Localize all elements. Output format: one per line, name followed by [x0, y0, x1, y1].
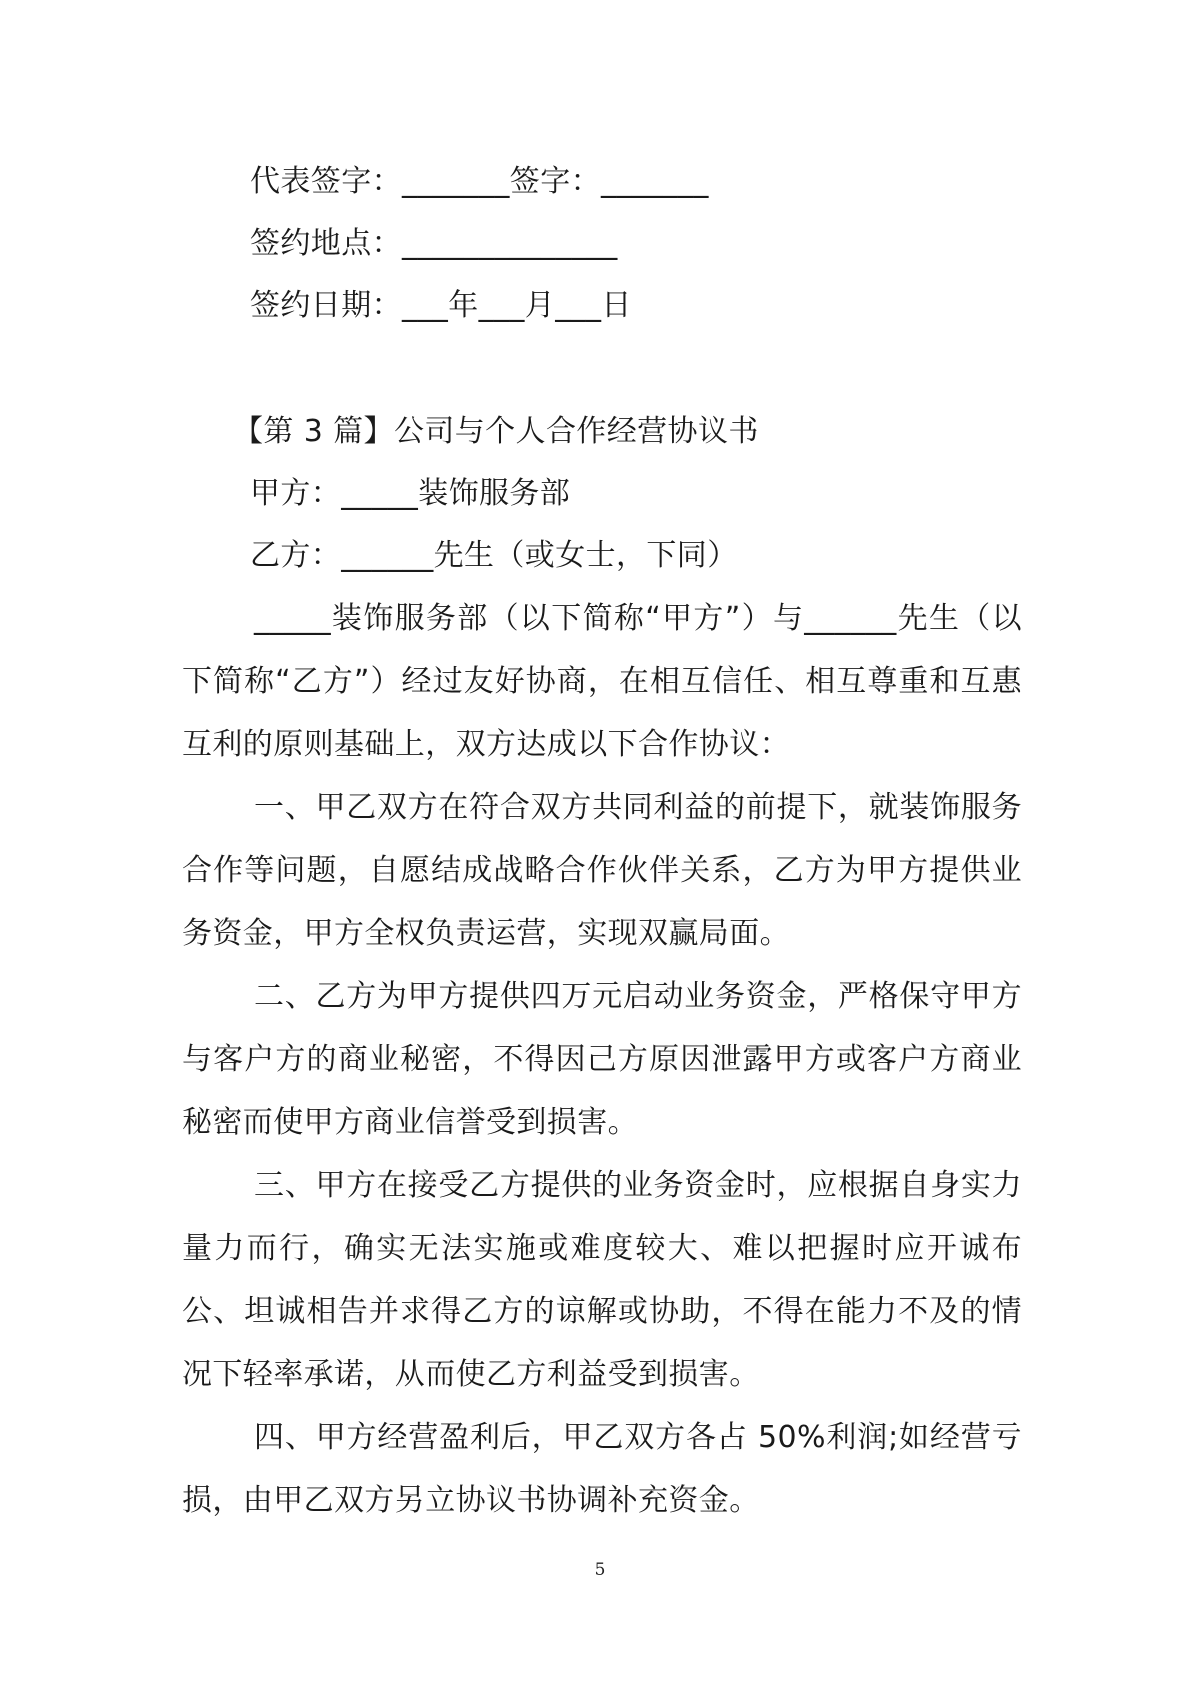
- agreement-title: 【第 3 篇】公司与个人合作经营协议书: [233, 414, 759, 449]
- clause-3-paragraph: 三、甲方在接受乙方提供的业务资金时，应根据自身实力量力而行，确实无法实施或难度较大、难以把握时应开诚布公、坦诚相告并求得乙方的谅解或协助，不得在能力不及的情况下轻率承诺，从而使乙方利益受到损害。: [182, 1168, 1022, 1392]
- clause-1-paragraph: 一、甲乙双方在符合双方共同利益的前提下，就装饰服务合作等问题，自愿结成战略合作伙伴关系，乙方为甲方提供业务资金，甲方全权负责运营，实现双赢局面。: [182, 790, 1022, 951]
- clause-4-paragraph: 四、甲方经营盈利后，甲乙双方各占 50%利润;如经营亏损，由甲乙双方另立协议书协调补充资金。: [182, 1420, 1022, 1518]
- intro-paragraph: _____装饰服务部（以下简称“甲方”）与______先生（以下简称“乙方”）经过友好协商，在相互信任、相互尊重和互惠互利的原则基础上，双方达成以下合作协议：: [182, 601, 1022, 762]
- party-a-line: 甲方：_____装饰服务部: [250, 476, 571, 511]
- party-b-line: 乙方：______先生（或女士，下同）: [250, 538, 738, 573]
- page-number: 5: [594, 1560, 606, 1580]
- clause-2-paragraph: 二、乙方为甲方提供四万元启动业务资金，严格保守甲方与客户方的商业秘密，不得因己方原因泄露甲方或客户方商业秘密而使甲方商业信誉受到损害。: [182, 979, 1022, 1140]
- signing-place-line: 签约地点：______________: [250, 226, 618, 261]
- rep-signature-line: 代表签字：_______签字：_______: [250, 164, 709, 199]
- signing-date-line: 签约日期：___年___月___日: [250, 288, 632, 323]
